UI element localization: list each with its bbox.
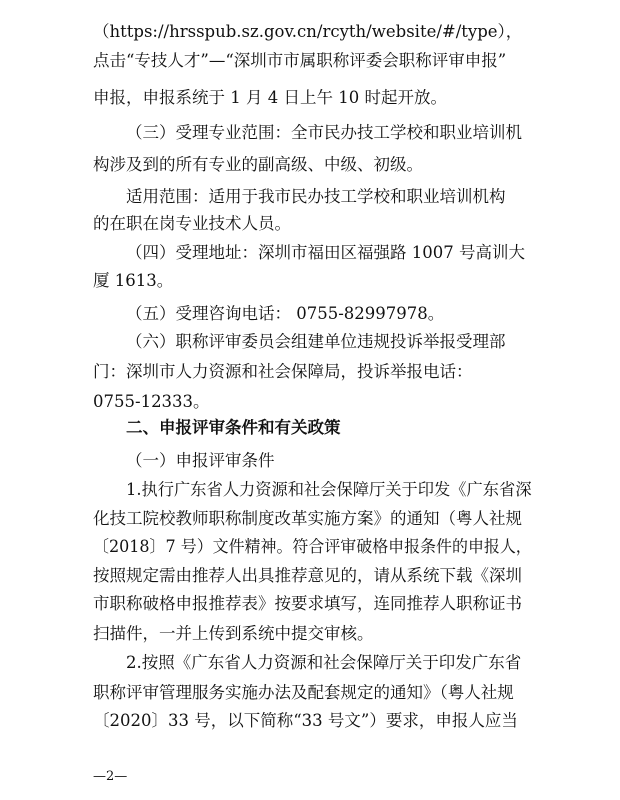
text-line: （四）受理地址：深圳市福田区福强路 1007 号高训大 [126, 243, 525, 262]
page-number: —2— [93, 769, 128, 784]
text-line: （六）职称评审委员会组建单位违规投诉举报受理部 [126, 332, 506, 351]
text-line: 构涉及到的所有专业的副高级、中级、初级。 [93, 155, 423, 174]
text-line: 申报，申报系统于 1 月 4 日上午 10 时起开放。 [93, 88, 447, 107]
text-line: （三）受理专业范围：全市民办技工学校和职业培训机 [126, 123, 522, 142]
text-line: 职称评审管理服务实施办法及配套规定的通知》（粤人社规 [93, 683, 514, 702]
text-line: 按照规定需由推荐人出具推荐意见的，请从系统下载《深圳 [93, 566, 522, 585]
text-line: 1.执行广东省人力资源和社会保障厅关于印发《广东省深 [126, 480, 532, 499]
text-line: 〔2020〕33 号，以下简称“33 号文”）要求，申报人应当 [93, 711, 518, 730]
text-line: 0755-12333。 [93, 392, 210, 411]
text-line: 厦 1613。 [93, 271, 174, 290]
text-line: （五）受理咨询电话： 0755-82997978。 [126, 304, 445, 323]
text-line: 的在职在岗专业技术人员。 [93, 214, 291, 233]
section-heading: 二、申报评审条件和有关政策 [126, 418, 341, 437]
text-line: 点击“专技人才”—“深圳市市属职称评委会职称评审申报” [93, 51, 507, 70]
text-line: 市职称破格申报推荐表》按要求填写，连同推荐人职称证书 [93, 594, 522, 613]
text-line: 〔2018〕7 号）文件精神。符合评审破格申报条件的申报人， [93, 537, 532, 556]
text-line: （https://hrsspub.sz.gov.cn/rcyth/website/#/type）， [93, 22, 523, 41]
text-line: 化技工院校教师职称制度改革实施方案》的通知（粤人社规 [93, 509, 522, 528]
subsection-heading: （一）申报评审条件 [126, 451, 275, 470]
text-line: 门：深圳市人力资源和社会保障局，投诉举报电话： [93, 362, 473, 381]
text-line: 扫描件，一并上传到系统中提交审核。 [93, 624, 374, 643]
text-line: 适用范围：适用于我市民办技工学校和职业培训机构 [126, 187, 506, 206]
text-line: 2.按照《广东省人力资源和社会保障厅关于印发广东省 [126, 653, 522, 672]
